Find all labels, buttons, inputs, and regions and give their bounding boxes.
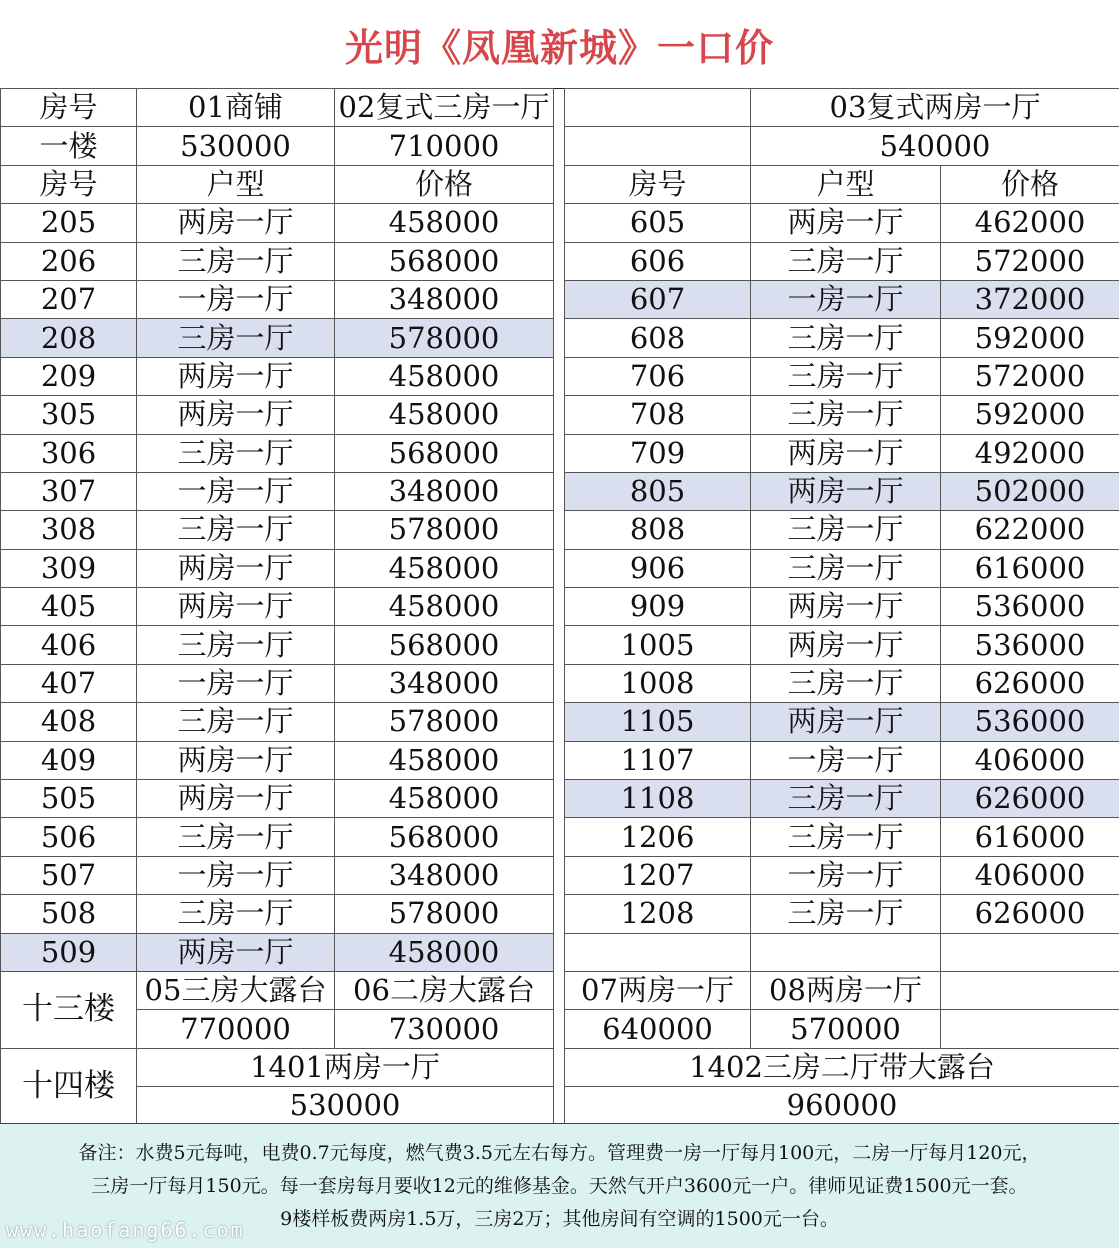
remark-line: 9楼样板费两房1.5万，三房2万；其他房间有空调的1500元一台。 xyxy=(280,1208,839,1230)
room-number-cell: 509 xyxy=(1,933,137,971)
table-row xyxy=(1,549,554,587)
header-cell: 01商铺 xyxy=(137,89,335,127)
price-cell: 530000 xyxy=(137,127,335,165)
layout-cell: 三房一厅 xyxy=(751,396,941,434)
unit-name: 06二房大露台 xyxy=(335,971,554,1009)
room-number-cell: 1208 xyxy=(565,895,751,933)
layout-cell: 三房一厅 xyxy=(751,549,941,587)
unit-name: 07两房一厅 xyxy=(565,971,751,1009)
room-number-cell: 708 xyxy=(565,396,751,434)
room-number-cell: 405 xyxy=(1,588,137,626)
price-cell: 348000 xyxy=(335,280,554,318)
remark-line: 三房一厅每月150元。每一套房每月要收12元的维修基金。天然气开户3600元一户。律师见证费1500元一套。 xyxy=(91,1175,1028,1197)
layout-cell: 两房一厅 xyxy=(137,549,335,587)
layout-cell: 一房一厅 xyxy=(137,856,335,894)
header-cell: 03复式两房一厅 xyxy=(751,89,1119,127)
price-cell: 458000 xyxy=(335,780,554,818)
table-row xyxy=(1,511,554,549)
layout-cell: 三房一厅 xyxy=(137,626,335,664)
table-row xyxy=(565,741,1119,779)
right-top-header-row xyxy=(565,89,1119,127)
left-floor13-names-row xyxy=(1,971,554,1009)
price-cell: 458000 xyxy=(335,588,554,626)
layout-cell: 两房一厅 xyxy=(137,780,335,818)
layout-cell: 三房一厅 xyxy=(751,895,941,933)
layout-cell: 三房一厅 xyxy=(137,511,335,549)
layout-cell: 一房一厅 xyxy=(751,856,941,894)
room-number-cell: 605 xyxy=(565,204,751,242)
table-row xyxy=(1,242,554,280)
room-number-cell: 206 xyxy=(1,242,137,280)
price-cell: 626000 xyxy=(941,895,1119,933)
price-cell: 572000 xyxy=(941,357,1119,395)
table-row xyxy=(565,818,1119,856)
layout-cell: 两房一厅 xyxy=(751,626,941,664)
layout-cell: 三房一厅 xyxy=(137,242,335,280)
price-cell: 616000 xyxy=(941,549,1119,587)
layout-cell: 三房一厅 xyxy=(137,703,335,741)
price-cell: 622000 xyxy=(941,511,1119,549)
table-row xyxy=(565,588,1119,626)
empty-cell xyxy=(941,1010,1119,1048)
table-row xyxy=(565,895,1119,933)
empty-cell xyxy=(941,933,1119,971)
column-header: 价格 xyxy=(941,165,1119,203)
column-header: 户型 xyxy=(137,165,335,203)
unit-name: 1402三房二厅带大露台 xyxy=(565,1048,1119,1086)
price-cell: 640000 xyxy=(565,1010,751,1048)
price-cell: 530000 xyxy=(137,1087,554,1125)
layout-cell: 一房一厅 xyxy=(137,472,335,510)
price-cell: 348000 xyxy=(335,664,554,702)
right-floor13-names-row xyxy=(565,971,1119,1009)
room-number-cell: 309 xyxy=(1,549,137,587)
table-row xyxy=(1,703,554,741)
empty-cell xyxy=(565,933,751,971)
room-number-cell: 909 xyxy=(565,588,751,626)
table-row xyxy=(565,472,1119,510)
table-row xyxy=(1,204,554,242)
floor-label: 十三楼 xyxy=(1,971,137,1048)
room-number-cell: 406 xyxy=(1,626,137,664)
layout-cell: 三房一厅 xyxy=(751,780,941,818)
table-row xyxy=(565,511,1119,549)
price-cell: 458000 xyxy=(335,357,554,395)
price-cell: 730000 xyxy=(335,1010,554,1048)
price-cell: 458000 xyxy=(335,933,554,971)
layout-cell: 两房一厅 xyxy=(751,472,941,510)
right-floor14-price-row xyxy=(565,1087,1119,1125)
layout-cell: 三房一厅 xyxy=(751,357,941,395)
price-cell: 592000 xyxy=(941,319,1119,357)
table-row xyxy=(565,856,1119,894)
price-cell: 406000 xyxy=(941,741,1119,779)
table-row xyxy=(1,780,554,818)
layout-cell: 两房一厅 xyxy=(751,434,941,472)
room-number-cell: 306 xyxy=(1,434,137,472)
price-cell: 572000 xyxy=(941,242,1119,280)
table-row xyxy=(1,933,554,971)
table-row xyxy=(1,626,554,664)
price-cell: 578000 xyxy=(335,511,554,549)
room-number-cell: 808 xyxy=(565,511,751,549)
left-floor14-name-row xyxy=(1,1048,554,1086)
layout-cell: 一房一厅 xyxy=(137,664,335,702)
room-number-cell: 506 xyxy=(1,818,137,856)
table-row xyxy=(1,472,554,510)
price-cell: 578000 xyxy=(335,703,554,741)
layout-cell: 一房一厅 xyxy=(751,741,941,779)
room-number-cell: 1206 xyxy=(565,818,751,856)
column-header: 房号 xyxy=(1,165,137,203)
room-number-cell: 507 xyxy=(1,856,137,894)
table-row xyxy=(1,664,554,702)
price-cell: 568000 xyxy=(335,434,554,472)
table-row xyxy=(565,626,1119,664)
price-cell: 348000 xyxy=(335,472,554,510)
table-row xyxy=(565,434,1119,472)
price-cell: 770000 xyxy=(137,1010,335,1048)
empty-cell xyxy=(565,127,751,165)
table-row xyxy=(1,319,554,357)
table-row xyxy=(565,664,1119,702)
table-row xyxy=(1,434,554,472)
layout-cell: 三房一厅 xyxy=(137,895,335,933)
price-cell: 372000 xyxy=(941,280,1119,318)
left-column-header-row xyxy=(1,165,554,203)
room-number-cell: 706 xyxy=(565,357,751,395)
price-cell: 568000 xyxy=(335,242,554,280)
layout-cell: 两房一厅 xyxy=(137,204,335,242)
room-number-cell: 305 xyxy=(1,396,137,434)
layout-cell: 两房一厅 xyxy=(137,396,335,434)
unit-name: 08两房一厅 xyxy=(751,971,941,1009)
right-column-header-row xyxy=(565,165,1119,203)
room-number-cell: 407 xyxy=(1,664,137,702)
price-cell: 536000 xyxy=(941,703,1119,741)
price-cell: 568000 xyxy=(335,626,554,664)
price-cell: 502000 xyxy=(941,472,1119,510)
table-row xyxy=(565,242,1119,280)
layout-cell: 三房一厅 xyxy=(751,319,941,357)
price-cell: 458000 xyxy=(335,549,554,587)
empty-cell xyxy=(565,89,751,127)
price-cell: 458000 xyxy=(335,396,554,434)
layout-cell: 三房一厅 xyxy=(751,242,941,280)
column-header: 户型 xyxy=(751,165,941,203)
room-number-cell: 906 xyxy=(565,549,751,587)
room-number-cell: 208 xyxy=(1,319,137,357)
price-cell: 458000 xyxy=(335,204,554,242)
table-row xyxy=(565,280,1119,318)
layout-cell: 两房一厅 xyxy=(137,741,335,779)
price-cell: 960000 xyxy=(565,1087,1119,1125)
table-row xyxy=(1,856,554,894)
room-number-cell: 1005 xyxy=(565,626,751,664)
table-row xyxy=(565,204,1119,242)
layout-cell: 两房一厅 xyxy=(751,588,941,626)
right-floor13-prices-row xyxy=(565,1010,1119,1048)
price-cell: 626000 xyxy=(941,780,1119,818)
remark-line: 备注：水费5元每吨，电费0.7元每度，燃气费3.5元左右每方。管理费一房一厅每月100元，二房一厅每月120元， xyxy=(78,1142,1041,1164)
layout-cell: 两房一厅 xyxy=(751,204,941,242)
right-empty-row xyxy=(565,933,1119,971)
layout-cell: 两房一厅 xyxy=(137,933,335,971)
empty-cell xyxy=(941,971,1119,1009)
room-number-cell: 805 xyxy=(565,472,751,510)
room-number-cell: 607 xyxy=(565,280,751,318)
table-row xyxy=(1,741,554,779)
price-cell: 458000 xyxy=(335,741,554,779)
column-header: 房号 xyxy=(565,165,751,203)
watermark: www.haofang66.com xyxy=(6,1218,245,1242)
price-cell: 348000 xyxy=(335,856,554,894)
price-cell: 616000 xyxy=(941,818,1119,856)
table-row xyxy=(565,396,1119,434)
right-top-value-row xyxy=(565,127,1119,165)
table-row xyxy=(1,357,554,395)
floor-label: 一楼 xyxy=(1,127,137,165)
room-number-cell: 1107 xyxy=(565,741,751,779)
unit-name: 1401两房一厅 xyxy=(137,1048,554,1086)
room-number-cell: 409 xyxy=(1,741,137,779)
room-number-cell: 505 xyxy=(1,780,137,818)
table-row xyxy=(1,588,554,626)
room-number-cell: 606 xyxy=(565,242,751,280)
price-cell: 536000 xyxy=(941,588,1119,626)
layout-cell: 三房一厅 xyxy=(137,818,335,856)
layout-cell: 三房一厅 xyxy=(751,818,941,856)
layout-cell: 一房一厅 xyxy=(137,280,335,318)
room-number-cell: 209 xyxy=(1,357,137,395)
room-number-cell: 1105 xyxy=(565,703,751,741)
page-title: 光明《凤凰新城》一口价 xyxy=(344,25,774,70)
table-row xyxy=(565,703,1119,741)
table-row xyxy=(565,319,1119,357)
floor-label: 十四楼 xyxy=(1,1048,137,1125)
price-cell: 578000 xyxy=(335,895,554,933)
room-number-cell: 608 xyxy=(565,319,751,357)
right-price-table xyxy=(564,88,1119,1126)
room-number-cell: 709 xyxy=(565,434,751,472)
room-number-cell: 207 xyxy=(1,280,137,318)
price-cell: 462000 xyxy=(941,204,1119,242)
price-cell: 592000 xyxy=(941,396,1119,434)
price-cell: 540000 xyxy=(751,127,1119,165)
room-number-cell: 1108 xyxy=(565,780,751,818)
layout-cell: 两房一厅 xyxy=(137,588,335,626)
table-row xyxy=(1,396,554,434)
room-number-cell: 307 xyxy=(1,472,137,510)
price-cell: 406000 xyxy=(941,856,1119,894)
price-cell: 568000 xyxy=(335,818,554,856)
column-header: 价格 xyxy=(335,165,554,203)
room-number-cell: 508 xyxy=(1,895,137,933)
left-price-table xyxy=(0,88,554,1126)
table-row xyxy=(565,357,1119,395)
room-number-cell: 205 xyxy=(1,204,137,242)
price-cell: 626000 xyxy=(941,664,1119,702)
layout-cell: 三房一厅 xyxy=(137,434,335,472)
layout-cell: 三房一厅 xyxy=(137,319,335,357)
header-cell: 02复式三房一厅 xyxy=(335,89,554,127)
empty-cell xyxy=(751,933,941,971)
table-row xyxy=(1,818,554,856)
price-cell: 570000 xyxy=(751,1010,941,1048)
room-number-cell: 1207 xyxy=(565,856,751,894)
table-row xyxy=(565,549,1119,587)
room-number-cell: 408 xyxy=(1,703,137,741)
price-cell: 536000 xyxy=(941,626,1119,664)
layout-cell: 两房一厅 xyxy=(751,703,941,741)
unit-name: 05三房大露台 xyxy=(137,971,335,1009)
layout-cell: 两房一厅 xyxy=(137,357,335,395)
layout-cell: 一房一厅 xyxy=(751,280,941,318)
room-number-cell: 308 xyxy=(1,511,137,549)
right-floor14-name-row xyxy=(565,1048,1119,1086)
left-top-header-row xyxy=(1,89,554,127)
price-cell: 710000 xyxy=(335,127,554,165)
table-row xyxy=(1,280,554,318)
table-row xyxy=(1,895,554,933)
price-cell: 578000 xyxy=(335,319,554,357)
price-cell: 492000 xyxy=(941,434,1119,472)
table-row xyxy=(565,780,1119,818)
left-ground-floor-row xyxy=(1,127,554,165)
room-number-cell: 1008 xyxy=(565,664,751,702)
header-cell: 房号 xyxy=(1,89,137,127)
layout-cell: 三房一厅 xyxy=(751,664,941,702)
layout-cell: 三房一厅 xyxy=(751,511,941,549)
